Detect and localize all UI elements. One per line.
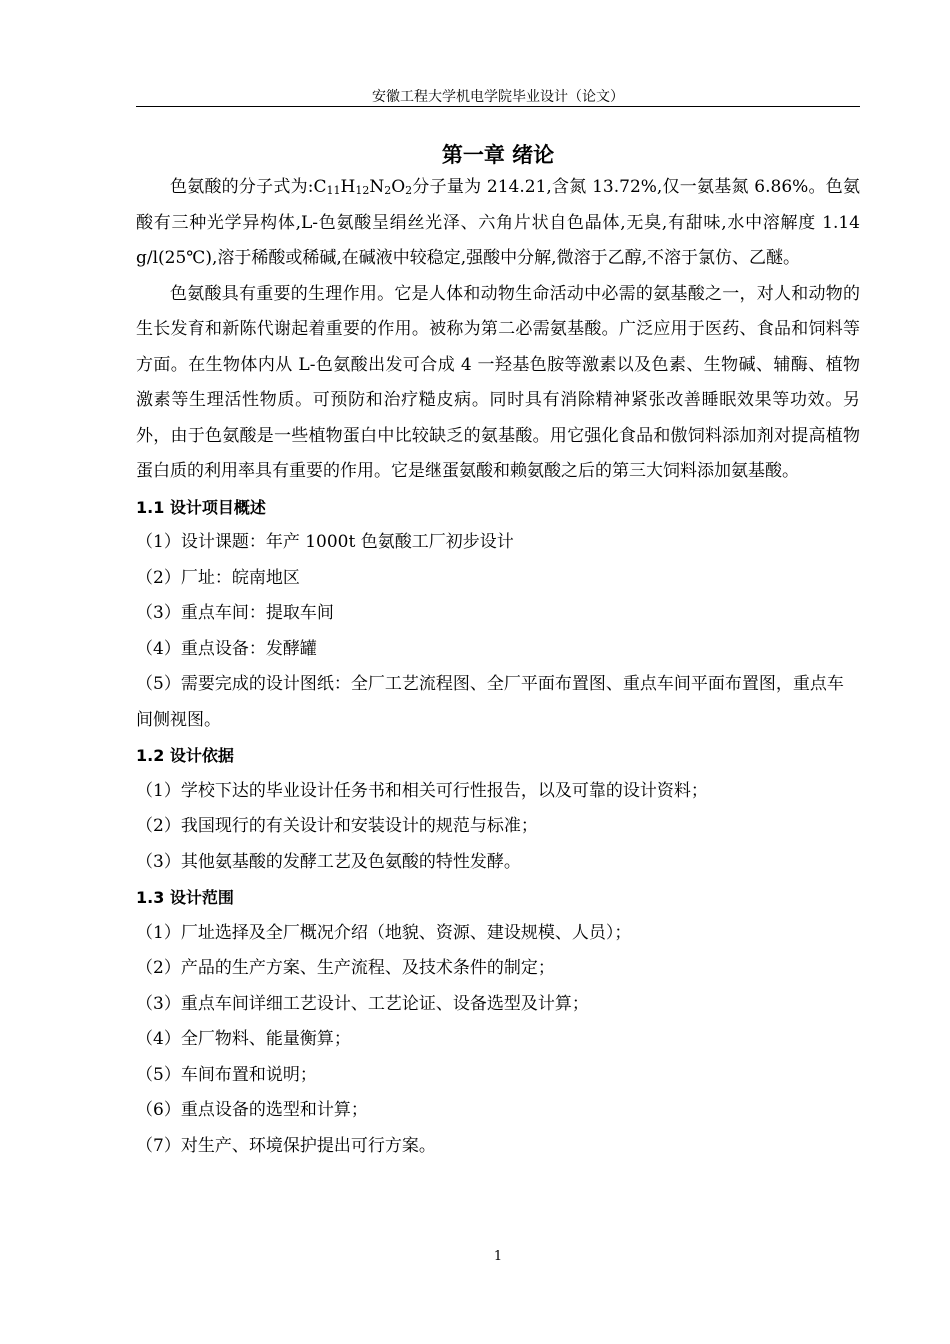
formula-text: O	[391, 177, 406, 197]
list-item: （2）厂址：皖南地区	[136, 567, 300, 588]
intro-paragraph-1	[136, 170, 860, 277]
formula-subscript: 2	[384, 184, 392, 197]
list-item: （5）需要完成的设计图纸：全厂工艺流程图、全厂平面布置图、重点车间平面布置图，重点车间侧视图。	[136, 674, 844, 730]
list-item: （1）设计课题：年产 1000t 色氨酸工厂初步设计	[136, 532, 514, 552]
list-item: （4）全厂物料、能量衡算；	[136, 1029, 351, 1049]
section-1-2	[136, 738, 860, 880]
document-body	[136, 170, 860, 1164]
paragraph-text: 分子量为 214.21,含氮 13.72%,仅一氨基氮 6.86%。色氨酸有三种光学异构体,L-色氨酸呈绢丝光泽、六角片状自色晶体,无臭,有甜味,水中溶解度 1.14 g/l(25℃),溶于稀酸或稀碱,在碱液中较稳定,强酸中分解,微溶于乙醇,不溶于氯仿、乙醚。	[136, 177, 860, 268]
list-item: （4）重点设备：发酵罐	[136, 638, 317, 659]
list-item: （3）重点车间：提取车间	[136, 603, 334, 623]
section-heading: 1.3 设计范围	[136, 888, 234, 907]
page-header: 安徽工程大学机电学院毕业设计（论文）	[372, 89, 624, 105]
list-item: （7）对生产、环境保护提出可行方案。	[136, 1135, 436, 1156]
list-item: （3）其他氨基酸的发酵工艺及色氨酸的特性发酵。	[136, 851, 521, 872]
list-item: （5）车间布置和说明；	[136, 1064, 317, 1085]
formula-subscript: 2	[405, 184, 413, 197]
formula-subscript: 11	[326, 184, 341, 197]
intro-paragraph-2: 色氨酸具有重要的生理作用。它是人体和动物生命活动中必需的氨基酸之一，对人和动物的生长发育和新陈代谢起着重要的作用。被称为第二必需氨基酸。广泛应用于医药、食品和饲料等方面。在生物体内从 L-色氨酸出发可合成 4 一羟基色胺等激素以及色素、生物碱、辅酶、植物激素等生理活性物质。可预防和治疗糙皮病。同时具有消除精神紧张改善睡眠效果等功效。另外，由于色氨酸是一些植物蛋白中比较缺乏的氨基酸。用它强化食品和傲饲料添加剂对提高植物蛋白质的利用率具有重要的作用。它是继蛋氨酸和赖氨酸之后的第三大饲料添加氨基酸。	[136, 283, 860, 481]
section-heading: 1.2 设计依据	[136, 746, 234, 765]
formula-subscript: 12	[355, 184, 370, 197]
list-item: （6）重点设备的选型和计算；	[136, 1100, 368, 1120]
section-1-3	[136, 880, 860, 1164]
list-item: （1）厂址选择及全厂概况介绍（地貌、资源、建设规模、人员）；	[136, 922, 632, 943]
section-1-1	[136, 490, 860, 739]
header-rule	[136, 106, 860, 107]
section-heading: 1.1 设计项目概述	[136, 497, 266, 517]
list-item: （3）重点车间详细工艺设计、工艺论证、设备选型及计算；	[136, 993, 589, 1014]
list-item: （2）我国现行的有关设计和安装设计的规范与标准；	[136, 816, 538, 836]
formula-text: H	[340, 177, 356, 197]
list-item: （1）学校下达的毕业设计任务书和相关可行性报告，以及可靠的设计资料；	[136, 780, 708, 801]
chapter-title: 第一章 绪论	[441, 142, 555, 167]
list-item: （2）产品的生产方案、生产流程、及技术条件的制定；	[136, 958, 555, 978]
formula-text: 色氨酸的分子式为:C	[170, 177, 327, 197]
page-number: 1	[493, 1249, 503, 1264]
formula-text: N	[369, 177, 385, 197]
